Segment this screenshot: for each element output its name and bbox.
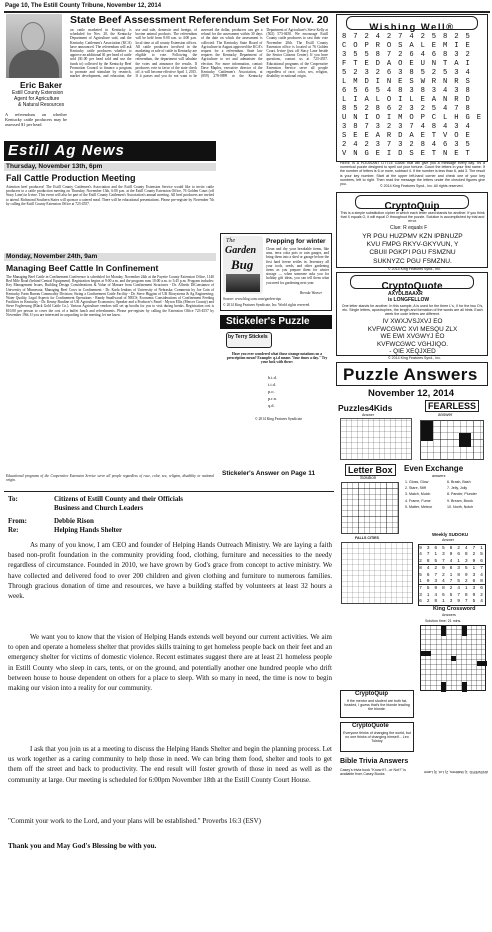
fearless-grid	[420, 420, 484, 460]
cryptoquip-clue-label: Clue:	[390, 225, 402, 231]
cryptoquip-line: YR PGU HUZPMV KZN IPBNUZP	[362, 233, 463, 240]
sudoku-row: 4 7 1 3 9 6 8 2 5	[419, 551, 485, 557]
event2-title: Managing Beef Cattle In Confinement	[6, 263, 159, 273]
puzzle-answers-title: Puzzle Answers	[343, 365, 478, 384]
photo-shoulders	[9, 50, 59, 78]
wishing-well-title2: Well®	[420, 22, 455, 33]
garden-bug-logo	[223, 236, 263, 294]
cryptoquote-copyright: © 2014 King Features Synd., Inc.	[388, 356, 441, 360]
exchange-item: 9. Bream, Brook	[447, 498, 473, 503]
event2-footer: Educational programs of the Cooperative Extension Service serve all people regardless of race, color, sex, religion, disability or national origin.	[6, 474, 214, 483]
fearless-black-block	[459, 433, 471, 447]
bible-upside-answers: ANSWERS: 1) Matthew, 2) Lot, 3) Lame	[423, 770, 488, 775]
cryptoquote-example-cipher: AXYDLBAAXR	[388, 291, 423, 297]
letter-paragraph-2: We want you to know that the vision of Helping Hands extends well beyond our current activities. We aim to open and operate a homeless shelter that provides skills training to get homeless people back on their feet and an emergency shelter for victims of domestic violence. Recent estimates suggest there are at least 21 homeless people in Estill County who sleep in cars, tents, or on the ground, and potentially another one hundred people who drift between house to house dependent on others for a place to sleep. With so many in need, the time is now to begin making our vision into a reality for our community.	[8, 633, 332, 693]
cryptoquote-line: WE EWI XVGWYJ EO	[380, 333, 445, 341]
ww-row: V N G E I D S E T N E T	[342, 150, 472, 158]
exchange-item: 10. North, Notch	[447, 504, 474, 509]
crossword-block	[462, 626, 467, 636]
stickelers-question: Have you ever wondered what those strange notations on a prescription mean? Example: q.i.d means "four times a day." Try your luck with these:	[226, 352, 328, 365]
stickelers-item: b.i.d.	[268, 375, 277, 380]
exchange-item: 6. Brash, Bash	[447, 480, 471, 484]
cryptoquote-line: - QIE XEQJXED	[389, 348, 436, 356]
cryptoquip-clue-row	[390, 225, 427, 231]
wishing-well-instructions: HERE IS A PLEASANT LITTLE GAME that will give you a message every day. It's a numerical puzzle designed to spell out your fortune. Count the letters in your first name. If the number of letters is 6 or more, subtract 4. If the number is less than 6, add 3. The result is your key number. Start at the upper left-hand corner and check one of your key numbers, left to right. Then read the message the letters under the checked figures give you.	[340, 161, 485, 187]
sudoku-title: Weekly SUDOKU	[432, 532, 469, 537]
cryptoquip-line: SUKNYZC PGU FSMZNU.	[373, 257, 452, 265]
ww-row: 5 2 3 2 6 3 8 5 2 5 3 4	[342, 69, 472, 77]
cryptoquip-title: CryptoQuip	[384, 201, 440, 212]
crossword-sub: Answers	[442, 613, 456, 617]
letter-quote: "Commit your work to the Lord, and your plans will be established." Proverbs 16:3 (ESV)	[8, 817, 262, 825]
wishing-well-grid	[342, 33, 482, 159]
letter-closing: Thank you and May God's Blessing be with you.	[8, 842, 157, 850]
sudoku-sub: Answer	[442, 538, 454, 542]
ww-row: F T E D A O E U N T A I	[342, 60, 472, 68]
p4k-grid	[340, 418, 412, 460]
sudoku-row: 1 9 3 4 7 5 2 6 8	[419, 578, 485, 585]
ww-row: L I A L O I L E A N R D	[342, 96, 472, 104]
stickelers-items	[268, 375, 298, 408]
exchange-item: 1. Gloss, Glow	[405, 480, 429, 484]
columnist-line2: Agent for Agriculture	[14, 96, 60, 102]
event1-title: Fall Cattle Production Meeting	[6, 173, 136, 183]
letter-paragraph-1: As many of you know, I am CEO and founder of Helping Hands Outreach Ministry. We are laying a faith based non-profit foundation in the community providing food, clothing, furniture and necessities to the needy regardless of circumstance. Founded in 2010, we have grown by God's grace from concept to active ministry. We have collected and delivered food to over 200 children and given clothing and furniture to numerous families. Through gracious donation of time and resources, we have a building staffed by volunteers at least 32 hours a week.	[8, 541, 332, 601]
ww-row: S E E A R D A E T V O E	[342, 132, 472, 140]
columnist-line1: Estill County Extension	[12, 90, 64, 96]
exchange-item: 2. Stare, Stiff	[405, 486, 426, 491]
stickelers-answer-note: Stickeler's Answer on Page 11	[222, 470, 316, 477]
p4k-sub: Answer	[362, 413, 374, 417]
columnist-photo	[6, 14, 62, 78]
ag-news-banner	[4, 141, 216, 161]
garden-bug-logo-garden: Garden	[225, 245, 257, 256]
ww-row: 6 5 6 5 4 8 3 8 3 4 3 8	[342, 87, 472, 95]
cq-answer-text: If the mentor and student are both fat-headed, I guess that's the blonde leading the blonde.	[344, 699, 410, 712]
fearless-sub: answer	[438, 412, 453, 417]
stickelers-byline: by Terry Stickels	[228, 334, 268, 340]
ww-row: L M D I N E S W R N R S	[342, 78, 472, 86]
cryptoquote-line: KVFWCGWC VGHJIQO.	[376, 340, 448, 348]
crossword-grid	[420, 625, 486, 691]
sudoku-row: 5 6 7 2 1 8 9 3 4	[419, 571, 485, 577]
event2-date: Monday, November 24th, 9am	[6, 253, 98, 260]
puzzle-answers-date: November 12, 2014	[368, 388, 455, 399]
sudoku-row: 2 8 5 7 4 1 3 9 6	[419, 558, 485, 565]
ww-row: 2 4 2 3 7 3 2 8 4 6 3 5	[342, 141, 472, 149]
crossword-time: Solution time: 21 mins.	[425, 619, 462, 623]
letter-re-label: Re:	[8, 526, 19, 534]
exchange-item: 8. Pander, Plunder	[447, 492, 477, 497]
letter-from: Debbie Rison	[54, 517, 94, 525]
letter-to2: Business and Church Leaders	[54, 504, 144, 512]
exchange-item: 3. Match, Mulch	[405, 492, 431, 497]
crossword-block	[441, 682, 446, 692]
event2-text: The Managing Beef Cattle in Confinement Conference is scheduled for Monday, November 24th at the Fayette County Extension Office, 1140 Red Mile Road (behind Central Equipment). Registration begins at 9:00 a.m. and the program runs 10:00 a.m. to 3:45 p.m. Program includes: Key Management Issues, Building Design Considerations & Value of Manure from Confinement Structures - Dr. Alfredo DiConstanzo of University of Minnesota; Managing Beef Cows in Confinement - Dr. Karla Jenkins of University of Nebraska; Comments by Joe Cain of Kentucky Farm Bureau Commodity Division; Sizing a Confinement Cattle Facility - Dr. Steve Higgins of UK Biosystems & Ag Engineering; Water Quality, Legal Aspects for Confinement Operations - Randy Smallwood of NRCS; Economic Considerations of Confinement Feeding Facilities in Kentucky - Dr. Kenny Burdine of UK Agriculture Economics; Speaker and a Producer's Panel - Myron Ellis (Mercer County) and Steve Fogleesong (Black Gold Cattle Co.). Various Agriculture vendors will set up booths for you to visit during breaks. Registration cost is $10.00 per person to cover the cost of a buffet lunch and refreshments. Please pre-register by calling the Extension Office 723-4557 by November 19th. If you are interested in carpooling to the meeting, let me know.	[6, 275, 214, 317]
bible-title: Bible Trivia Answers	[340, 758, 409, 765]
garden-bug-copyright: © 2014 King Features Syndicate, Inc. World rights reserved.	[223, 303, 311, 307]
article-body: on cattle marketed in Kentucky is scheduled for Nov. 20, the Kentucky Department of Agriculture said, and the Kentucky Cattlemen's Association (KCA) have announced. The referendum will ask Kentucky cattle producers whether to approve an additional $1 per head of cattle sold ($1.00 per head sold and use the funds to) collected by the Kentucky Beef Promotion Council to finance a program to promote and stimulate by research, market development, and education, the use and sale, domestic and foreign, of bovine animal products. The referendum will be held from 8:00 a.m. to 4:00 p.m. local time at all county Extension offices. All cattle producers involved in the marketing or sale of cattle in Kentucky are eligible to vote. Following the referendum, the department will tabulate the votes and announce the results. If producers vote in favor of the state check off, it will become effective April 1, 2015. If it passes and you do not want to be assessed the dollar, producers can get a refund for the assessment within 30 days of the date on which the assessment is collected. The Kentucky State Board of Agriculture in August approved the KCA's request for a referendum. State law requires the Kentucky Department of Agriculture to set and administer the election. For more information, contact Dave Maples, executive director of the Kentucky Cattlemen's Association, at (859) 278-0899 or the Kentucky Department of Agriculture's Steve Kelly at (502) 573-0450. We encourage Estill County cattle producers to cast their vote November 20th. The Estill County Extension office is located at 76 Golden Court, Irvine (just off Stacy Lane beside the Senior Citizens Center). If you have questions, contact us at 723-4557. Educational programs of the Cooperative Extension Service serve all people regardless of race, color, sex, religion, disability or national origin.	[70, 28, 328, 79]
crossword-block	[462, 682, 467, 692]
stickelers-item: p.o.	[268, 389, 275, 394]
cryptoquote-example-plain: is LONGFELLOW	[388, 297, 430, 303]
cquote-answer-title: CryptoQuote	[352, 723, 389, 729]
header-rule	[4, 11, 490, 13]
cryptoquip-instructions: This is a simple substitution cipher in which each letter used stands for another. If you think that X equals O, it will equal O throughout the puzzle. Solution is accomplished by trial and error.	[340, 211, 485, 224]
event1-date: Thursday, November 13th, 6pm	[6, 163, 103, 170]
cryptoquote-line: IV XWXJVSJXVJ EO	[382, 318, 443, 325]
garden-bug-source: Source: www.blog.com.com/garden-tips	[223, 297, 282, 301]
exchange-title: Even Exchange	[404, 464, 464, 473]
cryptoquip-lines	[340, 233, 485, 266]
columnist-intro: A referendum on whether Kentucky cattle producers may be assessed $1 per head	[5, 112, 67, 127]
crossword-block	[421, 651, 431, 656]
sudoku-row: 3 1 4 6 5 7 8 9 2	[419, 591, 485, 597]
letterbox-theme: FALLS CITIES	[355, 536, 379, 540]
cryptoquip-title-frame	[355, 195, 469, 212]
page-header: Page 10, The Estill County Tribune, November 12, 2014	[5, 3, 162, 9]
garden-bug-logo-the: The	[226, 238, 235, 244]
letterbox-grid	[341, 482, 399, 534]
cquote-answer-text: Everyone thinks of changing the world, but no one thinks of changing himself. - Leo Tolstoy	[343, 731, 411, 744]
exchange-list-right	[447, 480, 487, 509]
ww-row: 8 5 2 8 6 2 3 2 5 4 7 8	[342, 105, 472, 113]
event1-text: Attention beef producers! The Estill County Cattlemen's Association and the Estill County Extension Service would like to invite cattle producers to a cattle production meeting on Thursday, November 13th, 6:00 p.m. at the Estill County Extension Office, 76 Golden Court (off Stacy Lane) in Irvine. This event will also be part of the Estill County Cattlemen's Association's annual meeting. All beef producers are invited to attend. Richmond Southern States will sponsor a catered meal. There will be educational presentations. Please pre-register by November 7th by calling the Estill County Extension Office at 723-4557.	[6, 185, 214, 206]
puzzle-answers-banner	[336, 362, 488, 386]
garden-bug-text: Clean and dry your breakable items, like urns, terra cotta pots or rain gauges, and bring them into a shed or garage before the first hard freeze settles in. Inventory all your tools, seeds, and other gardening items as you prepare them for winter storage — when someone asks you for holiday gift ideas, you can tell them what you need for gardening next year.	[266, 247, 329, 285]
cq-answer-title: CryptoQuip	[355, 691, 388, 697]
garden-bug-title: Prepping for winter	[266, 238, 326, 245]
crossword-block	[477, 661, 487, 666]
stickelers-item: t.i.d.	[268, 382, 276, 387]
wordsearch-grid	[341, 542, 413, 604]
exchange-sub: answers	[432, 474, 446, 478]
cryptoquote-title: CryptoQuote	[381, 281, 443, 292]
bible-sub: Casey's trivia book "Know It?...or Not?" is available from Casey Books	[340, 768, 406, 777]
letter-paragraph-3: I ask that you join us at a meeting to discuss the Helping Hands Shelter and begin the planning process. Let us work together as a caring community to help those in need. We can bring them food, shelter and tools to get them off the street and back to productivity. The end result will foster growth of those in need as well as the community at large. Our meeting is scheduled for 6:00pm November 18th at the Estill County Court House.	[8, 745, 332, 784]
letterbox-title: Letter Box	[345, 464, 396, 476]
columnist-name: Eric Baker	[20, 80, 63, 90]
sudoku-grid	[418, 544, 486, 606]
ww-row: C O P R O S A L E M I E	[342, 42, 472, 50]
garden-bug-logo-bug: Bug	[231, 257, 254, 272]
stickelers-item: p.r.n.	[268, 396, 277, 401]
stickelers-title: Stickeler's Puzzle	[226, 316, 310, 327]
cryptoquote-title-frame	[350, 275, 474, 292]
cryptoquote-instructions: One letter stands for another. In this sample, A is used for the three L's, X for the two O's, etc. Single letters, apostrophes, the length and formation of the words are all hints. Each week the code letters are different.	[341, 304, 484, 317]
fearless-title: FEARLESS	[425, 400, 479, 412]
crossword-block	[451, 656, 456, 661]
sudoku-row: 8 4 2 9 6 3 5 1 7	[419, 565, 485, 571]
crossword-block	[441, 626, 446, 636]
exchange-item: 5. Matter, Meteor	[405, 504, 433, 509]
ww-row: 8 7 2 4 2 7 4 2 5 8 2 5	[342, 33, 472, 41]
exchange-item: 7. Jelly, Jolly	[447, 486, 468, 491]
stickelers-item: q.d.	[268, 403, 275, 408]
letter-from-label: From:	[8, 517, 27, 525]
fearless-black-block	[421, 421, 433, 441]
sudoku-row: 6 2 8 1 3 9 7 5 4	[419, 598, 485, 604]
cryptoquip-line: KVU FMPG RKYV-GKYVUN, Y	[366, 241, 459, 249]
wishing-well-title-row	[346, 16, 478, 33]
exchange-item: 4. Frame, Fume	[405, 498, 431, 503]
wishing-well-copyright: © 2014 King Features Synd., Inc. All rights reserved.	[380, 184, 464, 188]
ww-row: 3 5 5 8 7 2 6 4 6 8 3 2	[342, 51, 472, 59]
ww-row: U N I O I M O P C L H G E	[342, 114, 483, 122]
columnist-line3: & Natural Resources	[18, 102, 65, 108]
letter-to-label: To:	[8, 495, 18, 503]
exchange-list-left	[405, 480, 445, 509]
cryptoquip-copyright: © 2014 King Features Synd., Inc.	[388, 267, 441, 271]
letter-to: Citizens of Estill County and their Officials	[54, 495, 183, 503]
cryptoquote-lines	[340, 318, 485, 356]
stickelers-copyright: © 2014 King Features Syndicate	[255, 417, 303, 421]
headline: State Beef Assessment Referendum Set For Nov. 20	[70, 14, 329, 26]
garden-bug-byline: Brenda Weaver	[300, 291, 322, 295]
letter-re: Helping Hands Shelter	[54, 526, 123, 534]
p4k-title: Puzzles4Kids	[338, 403, 393, 413]
stickelers-header	[220, 315, 332, 329]
cryptoquip-line: CBUII PGKP'I PGU FSMZNU	[369, 249, 456, 257]
letter-top-rule	[4, 491, 334, 492]
wishing-well-title: Wishing	[369, 22, 417, 33]
cryptoquip-clue: R equals F	[403, 225, 428, 231]
letterbox-sub: Solution	[360, 475, 377, 480]
sudoku-row: 9 3 6 5 8 2 4 7 1	[419, 545, 485, 550]
photo-head	[21, 22, 45, 52]
cryptoquote-line: KVFWCGWC XVI MESQU ZLX	[367, 325, 458, 333]
garden-photo	[226, 274, 260, 292]
ag-news-title: Estill Ag News	[8, 142, 125, 159]
sudoku-row: 7 5 9 8 2 4 1 3 6	[419, 585, 485, 591]
crossword-title: King Crossword	[433, 606, 476, 612]
ww-row: 3 8 7 3 2 3 7 4 8 4 3 4	[342, 123, 472, 131]
